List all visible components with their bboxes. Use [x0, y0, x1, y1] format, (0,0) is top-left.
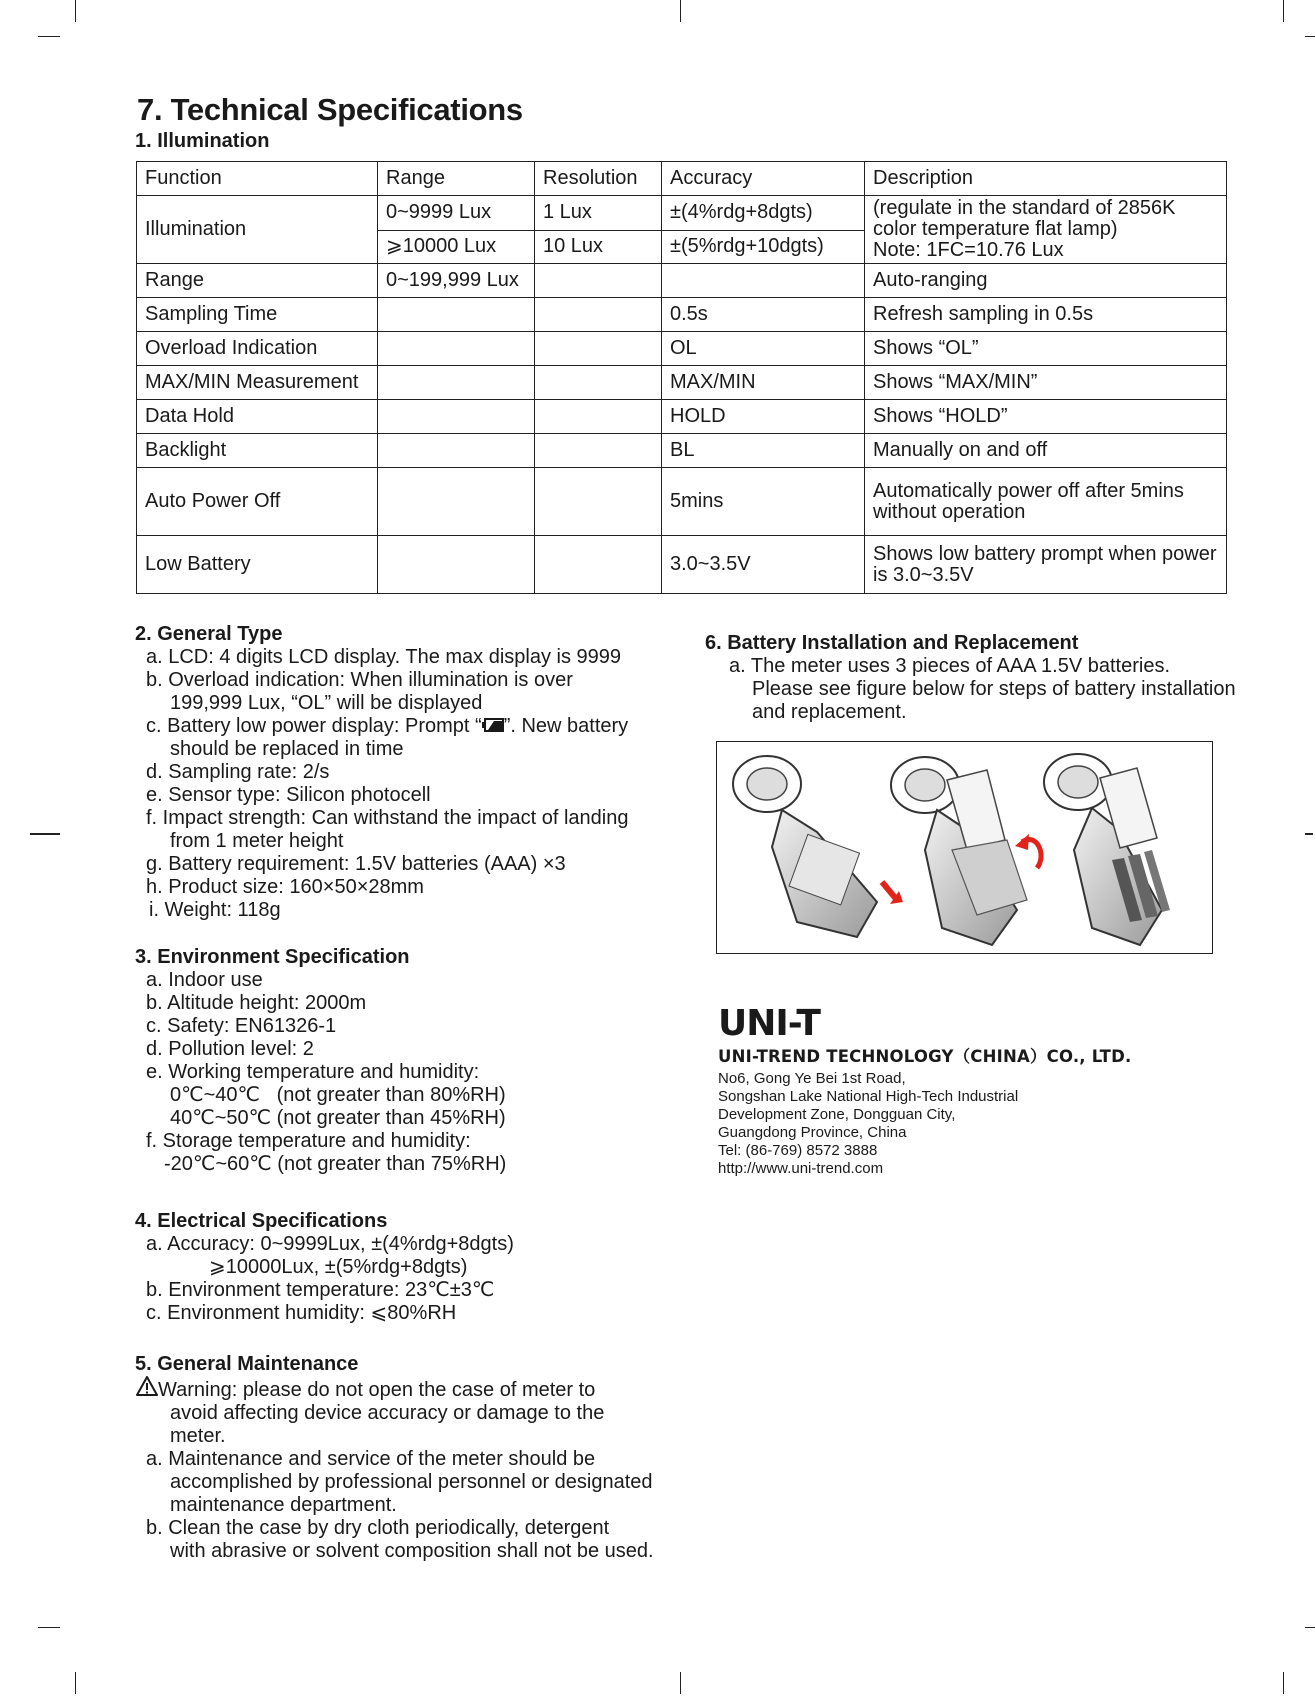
crop-mark — [1305, 1627, 1315, 1628]
cell-function: MAX/MIN Measurement — [137, 366, 378, 400]
cell-range — [378, 332, 535, 366]
cell-function: Sampling Time — [137, 298, 378, 332]
cell-description: Auto-ranging — [865, 264, 1227, 298]
company-name: UNI-TREND TECHNOLOGY（CHINA）CO., LTD. — [718, 1047, 1132, 1066]
cell-accuracy: MAX/MIN — [662, 366, 865, 400]
list-item: a. The meter uses 3 pieces of AAA 1.5V batteries. — [729, 655, 1170, 677]
list-item: h. Product size: 160×50×28mm — [146, 876, 424, 899]
cell-range: ⩾10000 Lux — [378, 230, 535, 264]
header-function: Function — [137, 162, 378, 196]
table-row — [137, 298, 1227, 332]
section-heading: 6. Battery Installation and Replacement — [705, 632, 1079, 654]
warning-item — [135, 1376, 680, 1402]
list-item: d. Sampling rate: 2/s — [146, 761, 330, 784]
list-item: a. Maintenance and service of the meter should be — [146, 1448, 596, 1470]
section-heading: 2. General Type — [135, 623, 283, 645]
list-item: ⩾10000Lux, ±(5%rdg+8dgts) — [209, 1256, 468, 1278]
list-item: should be replaced in time — [170, 738, 404, 761]
list-item-text: c. Battery low power display: Prompt “ — [146, 715, 482, 737]
cell-range — [378, 400, 535, 434]
cell-range — [378, 434, 535, 468]
crop-mark — [75, 1672, 76, 1694]
table-row — [137, 468, 1227, 536]
crop-mark — [30, 833, 60, 835]
crop-mark — [75, 0, 76, 22]
description-line: color temperature flat lamp) — [873, 218, 1118, 240]
cell-resolution — [535, 536, 662, 594]
address-line: Guangdong Province, China — [718, 1124, 907, 1141]
battery-figure — [716, 741, 1213, 954]
list-item: d. Pollution level: 2 — [146, 1038, 314, 1060]
cell-description: Shows “OL” — [865, 332, 1227, 366]
list-item: b. Overload indication: When illumination is over — [146, 669, 573, 691]
list-item: meter. — [170, 1425, 226, 1447]
address-line: Development Zone, Dongguan City, — [718, 1106, 956, 1123]
section-heading-illumination: 1. Illumination — [135, 130, 270, 152]
list-item: c. Safety: EN61326-1 — [146, 1015, 337, 1037]
low-battery-icon — [482, 715, 504, 738]
list-item: 40℃~50℃ (not greater than 45%RH) — [170, 1107, 506, 1129]
table-row — [137, 536, 1227, 594]
cell-resolution — [535, 298, 662, 332]
list-item: g. Battery requirement: 1.5V batteries (AAA) ×3 — [146, 853, 566, 876]
cell-accuracy: 3.0~3.5V — [662, 536, 865, 594]
cell-accuracy: 0.5s — [662, 298, 865, 332]
section-heading: 4. Electrical Specifications — [135, 1210, 388, 1232]
list-item: a. LCD: 4 digits LCD display. The max display is 9999 — [146, 646, 622, 668]
cell-range — [378, 366, 535, 400]
cell-accuracy: ±(5%rdg+10dgts) — [662, 230, 865, 264]
list-item: f. Storage temperature and humidity: — [146, 1130, 471, 1152]
list-item: b. Altitude height: 2000m — [146, 992, 367, 1014]
list-item: with abrasive or solvent composition shall not be used. — [170, 1540, 654, 1562]
cell-accuracy: HOLD — [662, 400, 865, 434]
cell-range: 0~9999 Lux — [378, 196, 535, 231]
battery-installation-illustration — [717, 742, 1212, 953]
list-item: i. Weight: 118g — [149, 899, 281, 922]
warning-icon — [136, 1376, 158, 1402]
meter-step-2 — [891, 757, 1041, 945]
list-item: a. Accuracy: 0~9999Lux, ±(4%rdg+8dgts) — [146, 1233, 514, 1255]
address-line: No6, Gong Ye Bei 1st Road, — [718, 1070, 906, 1087]
cell-resolution — [535, 332, 662, 366]
address-line: Tel: (86-769) 8572 3888 — [718, 1142, 878, 1159]
cell-accuracy: ±(4%rdg+8dgts) — [662, 196, 865, 231]
spec-table — [136, 161, 1227, 594]
list-item: f. Impact strength: Can withstand the impact of landing — [146, 807, 629, 830]
cell-function: Low Battery — [137, 536, 378, 594]
header-description: Description — [865, 162, 1227, 196]
warning-text: Warning: please do not open the case of meter to — [158, 1379, 596, 1401]
crop-mark — [1305, 36, 1315, 37]
list-item: and replacement. — [752, 701, 907, 723]
list-item: b. Clean the case by dry cloth periodically, detergent — [146, 1517, 610, 1539]
list-item: avoid affecting device accuracy or damage to the — [170, 1402, 605, 1424]
list-item: -20℃~60℃ (not greater than 75%RH) — [164, 1153, 507, 1175]
cell-resolution: 1 Lux — [535, 196, 662, 231]
cell-function: Backlight — [137, 434, 378, 468]
uni-t-logo: UNI-T — [718, 1003, 820, 1044]
section-maintenance — [135, 1353, 680, 1563]
cell-function: Overload Indication — [137, 332, 378, 366]
list-item: a. Indoor use — [146, 969, 263, 991]
cell-description: Shows low battery prompt when power is 3.0~3.5V — [865, 536, 1227, 594]
cell-range — [378, 468, 535, 536]
cell-resolution — [535, 434, 662, 468]
crop-mark — [1283, 0, 1284, 22]
cell-description: Manually on and off — [865, 434, 1227, 468]
list-item: 199,999 Lux, “OL” will be displayed — [170, 692, 483, 714]
section-environment — [135, 946, 675, 1176]
crop-mark — [680, 0, 681, 22]
crop-mark — [1305, 833, 1313, 835]
table-row — [137, 264, 1227, 298]
cell-range — [378, 536, 535, 594]
cell-range: 0~199,999 Lux — [378, 264, 535, 298]
cell-accuracy — [662, 264, 865, 298]
cell-description — [865, 196, 1227, 264]
list-item: 0℃~40℃ (not greater than 80%RH) — [170, 1084, 506, 1106]
table-row — [137, 434, 1227, 468]
list-item: Please see figure below for steps of battery installation — [752, 678, 1236, 700]
cell-function: Auto Power Off — [137, 468, 378, 536]
meter-step-3 — [1044, 754, 1170, 945]
section-general-type — [135, 623, 675, 922]
cell-function: Data Hold — [137, 400, 378, 434]
cell-accuracy: 5mins — [662, 468, 865, 536]
cell-description: Automatically power off after 5mins without operation — [865, 468, 1227, 536]
list-item: c. Environment humidity: ⩽80%RH — [146, 1302, 457, 1324]
description-line: Note: 1FC=10.76 Lux — [873, 239, 1064, 261]
cell-accuracy: OL — [662, 332, 865, 366]
table-row — [137, 332, 1227, 366]
list-item: e. Working temperature and humidity: — [146, 1061, 480, 1083]
company-address — [718, 1070, 1018, 1178]
cell-resolution — [535, 400, 662, 434]
cell-resolution — [535, 468, 662, 536]
section-heading: 3. Environment Specification — [135, 946, 410, 968]
table-row — [137, 400, 1227, 434]
header-accuracy: Accuracy — [662, 162, 865, 196]
cell-resolution — [535, 366, 662, 400]
meter-step-1 — [733, 756, 903, 937]
crop-mark — [38, 36, 60, 37]
cell-function: Illumination — [137, 196, 378, 264]
cell-description: Shows “MAX/MIN” — [865, 366, 1227, 400]
table-row — [137, 196, 1227, 231]
cell-accuracy: BL — [662, 434, 865, 468]
cell-range — [378, 298, 535, 332]
table-header-row — [137, 162, 1227, 196]
cell-resolution: 10 Lux — [535, 230, 662, 264]
header-resolution: Resolution — [535, 162, 662, 196]
list-item: maintenance department. — [170, 1494, 397, 1516]
list-item — [135, 715, 675, 738]
cell-resolution — [535, 264, 662, 298]
website-link[interactable]: http://www.uni-trend.com — [718, 1160, 884, 1177]
cell-function: Range — [137, 264, 378, 298]
section-battery — [705, 632, 1245, 724]
list-item: e. Sensor type: Silicon photocell — [146, 784, 431, 807]
header-range: Range — [378, 162, 535, 196]
section-heading: 5. General Maintenance — [135, 1353, 359, 1375]
page-title: 7. Technical Specifications — [137, 92, 523, 127]
table-row — [137, 366, 1227, 400]
cell-description: Shows “HOLD” — [865, 400, 1227, 434]
list-item: accomplished by professional personnel or designated — [170, 1471, 653, 1493]
crop-mark — [1283, 1672, 1284, 1694]
list-item-text: ”. New battery — [503, 715, 629, 737]
crop-mark — [38, 1627, 60, 1628]
section-electrical — [135, 1210, 675, 1325]
list-item: b. Environment temperature: 23℃±3℃ — [146, 1279, 495, 1301]
cell-description: Refresh sampling in 0.5s — [865, 298, 1227, 332]
list-item: from 1 meter height — [170, 830, 344, 853]
crop-mark — [680, 1672, 681, 1694]
description-line: (regulate in the standard of 2856K — [873, 197, 1176, 219]
address-line: Songshan Lake National High-Tech Industrial — [718, 1088, 1019, 1105]
